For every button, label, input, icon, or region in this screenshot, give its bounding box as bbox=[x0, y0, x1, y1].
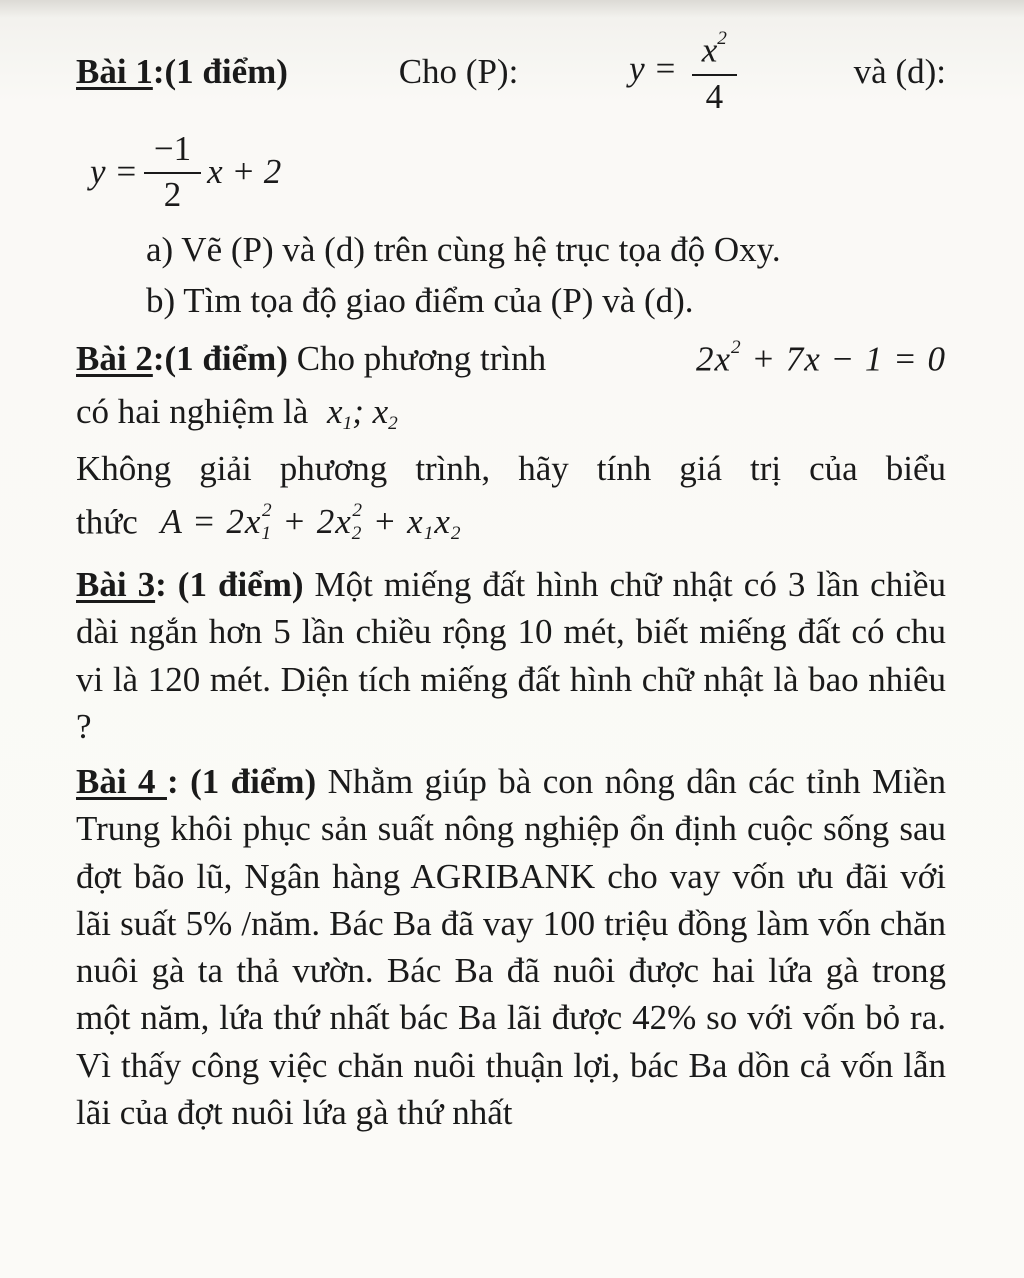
bai4-text: Nhằm giúp bà con nông dân các tỉnh Miền Trung khôi phục sản suất nông nghiệp ổn định cuộc sống sau đợt bão lũ, Ngân hàng AGRIBANK cho vay vốn ưu đãi với lãi suất 5% /năm. Bác Ba đã vay 100 triệu đồng làm vốn chăn nuôi gà ta thả vườn. Bác Ba đã nuôi được hai lứa gà trong một năm, lứa thứ nhất bác Ba lãi được 42% so với vốn bỏ ra. Vì thấy công việc chăn nuôi thuận lợi, bác Ba dồn cả vốn lẫn lãi của đợt nuôi lứa gà thứ nhất bbox=[76, 762, 946, 1132]
bai1-d-equation: y = $\frac{-1}{2}$ x + 2 bbox=[90, 128, 282, 214]
bai1-part-a: a) Vẽ (P) và (d) trên cùng hệ trục tọa độ Oxy. bbox=[146, 230, 781, 269]
bai1-cho: Cho (P): bbox=[398, 52, 519, 92]
bai3-paragraph bbox=[76, 561, 946, 750]
bai2-heading: Bài 2 bbox=[76, 338, 153, 378]
bai1-va-d: và (d): bbox=[853, 52, 946, 92]
bai3-text: Một miếng đất hình chữ nhật có 3 lần chiều dài ngắn hơn 5 lần chiều rộng 10 mét, biết miếng đất có chu vi là 120 mét. Diện tích miếng đất hình chữ nhật là bao nhiêu ? bbox=[76, 565, 946, 746]
bai2-expression-line: thức $A = 2x_1^2 + 2x_2^2 + x_1x_2$ bbox=[76, 500, 462, 545]
bai1-part-b: b) Tìm tọa độ giao điểm của (P) và (d). bbox=[146, 281, 694, 321]
bai1-p-equation: y = $\frac{x^2}{4}$ bbox=[629, 28, 743, 116]
bai2-instruction: Không giải phương trình, hãy tính giá trị của biểu bbox=[76, 448, 946, 488]
bai3-heading: Bài 3 bbox=[76, 565, 156, 605]
bai1-p-fraction: $\frac{x^2}{4}$ bbox=[692, 28, 737, 116]
bai2-expression: $A = 2x_1^2 + 2x_2^2 + x_1x_2$ bbox=[160, 500, 462, 545]
bai1-points: :(1 điểm) bbox=[152, 52, 288, 92]
bai2-roots: $x_1$; $x_2$ bbox=[327, 392, 398, 434]
bai4-heading: Bài 4 bbox=[76, 762, 167, 802]
bai1-title-line bbox=[76, 22, 946, 122]
bai4-points: : (1 điểm) bbox=[166, 762, 317, 802]
bai2-points: :(1 điểm) bbox=[152, 338, 288, 378]
bai4-paragraph bbox=[76, 758, 946, 1136]
bai2-title-line bbox=[76, 335, 946, 383]
bai1-d-fraction: $\frac{-1}{2}$ bbox=[144, 130, 201, 215]
top-edge-shadow bbox=[0, 0, 1024, 18]
bai2-intro: Cho phương trình bbox=[287, 338, 547, 378]
bai1-heading: Bài 1 bbox=[76, 52, 153, 92]
bai2-equation: $2x^2 + 7x - 1 = 0$ bbox=[695, 336, 946, 378]
bai2-roots-line: có hai nghiệm là $x_1$; $x_2$ bbox=[76, 392, 398, 434]
bai3-points: : (1 điểm) bbox=[155, 565, 304, 605]
